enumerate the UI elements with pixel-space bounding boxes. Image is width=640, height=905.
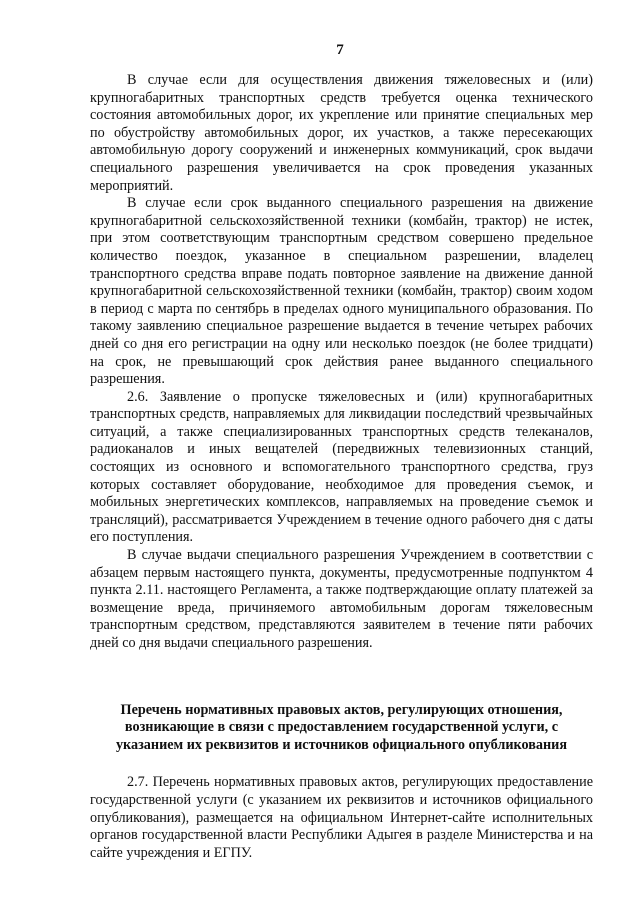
page-number: 7 — [336, 42, 344, 58]
document-body — [90, 72, 593, 862]
paragraph-2-7-legal-acts: 2.7. Перечень нормативных правовых актов, регулирующих предоставление государственной услуги (с указанием их реквизитов и источников официального опубликования), размещается на официальном Интернет-сайте исполнительных органов государственной власти Республики Адыгея в разделе Министерства и на сайте учреждения и ЕГПУ. — [90, 774, 593, 861]
paragraph-2-6-emergency-vehicles: 2.6. Заявление о пропуске тяжеловесных и (или) крупногабаритных транспортных средств, направляемых для ликвидации последствий чрезвычайных ситуаций, а также специализированных транспортных средств телеканалов, радиоканалов и иных вещателей (передвижных телевизионных станций, состоящих из основного и вспомогательного транспортного средства, груз которых составляет оборудование, необходимое для проведения съемок, и мобильных энергетических комплексов, направляемых на проведение съемок и трансляций), рассматривается Учреждением в течение одного рабочего дня с даты его поступления. — [90, 388, 593, 546]
paragraph-road-assessment: В случае если для осуществления движения тяжеловесных и (или) крупногабаритных транспортных средств требуется оценка технического состояния автомобильных дорог, их укрепление или принятие специальных мер по обустройству автомобильных дорог, их участков, а также пересекающих автомобильную дорогу сооружений и инженерных коммуникаций, срок выдачи специального разрешения увеличивается на срок проведения указанных мероприятий. — [90, 72, 593, 194]
paragraph-documents-submission: В случае выдачи специального разрешения Учреждением в соответствии с абзацем первым настоящего пункта, документы, предусмотренные подпунктом 4 пункта 2.11. настоящего Регламента, а также подтверждающие оплату платежей за возмещение вреда, причиняемого автомобильным дорогам тяжеловесным транспортным средством, представляются заявителем в течение пяти рабочих дней со дня выдачи специального разрешения. — [90, 547, 593, 651]
paragraph-agricultural-machinery: В случае если срок выданного специального разрешения на движение крупногабаритной сельскохозяйственной техники (комбайн, трактор) не истек, при этом соответствующим транспортным средством совершено предельное количество поездок, указанное в специальном разрешении, владелец транспортного средства вправе подать повторное заявление на движение данной крупногабаритной сельскохозяйственной техники (комбайн, трактор) своим ходом в период с марта по сентябрь в пределах одного муниципального образования. По такому заявлению специальное разрешение выдается в течение четырех рабочих дней со дня его регистрации на одну или несколько поездок (не более тридцати) на срок, не превышающий срок действия ранее выданного специального разрешения. — [90, 195, 593, 388]
section-heading: Перечень нормативных правовых актов, регулирующих отношения, возникающие в связи с предоставлением государственной услуги, с указанием их реквизитов и источников официального опубликования — [115, 701, 568, 753]
